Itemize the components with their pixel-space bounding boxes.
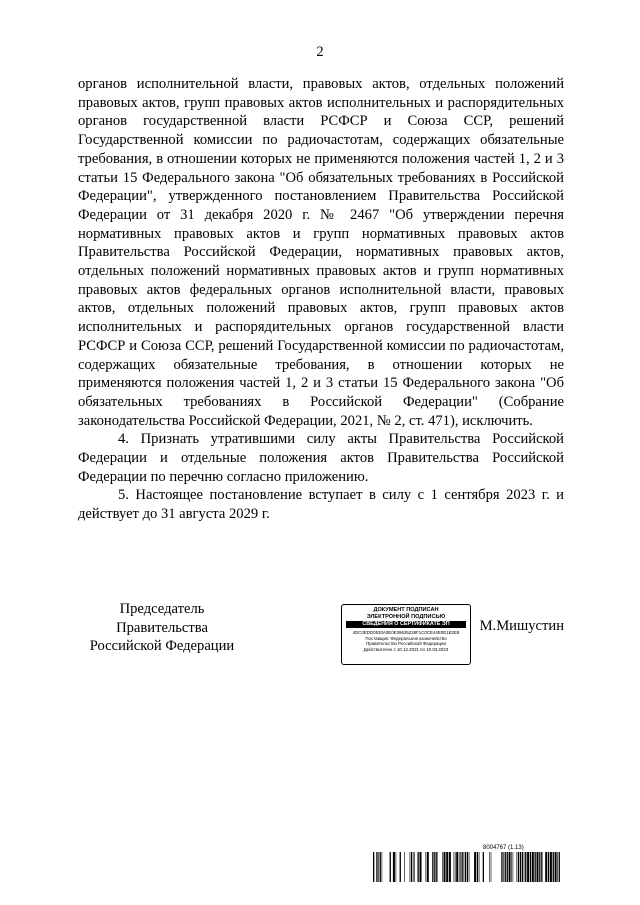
stamp-issuer-line2: Правительство Российской Федерации	[366, 641, 446, 647]
barcode-icon	[373, 852, 560, 882]
paragraph-continuation: органов исполнительной власти, правовых актов, отдельных положений правовых актов, групп правовых актов исполнительных и распорядительных органов государственной власти РСФСР и Союза ССР, решений Государственной комиссии по радиочастотам, содержащих обязательные требования, в отношении которых не применяются положения частей 1, 2 и 3 статьи 15 Федерального закона "Об обязательных требованиях в Российской Федерации", утвержденного постановлением Правительства Российской Федерации от 31 декабря 2020 г. № 2467 "Об утверждении перечня нормативных правовых актов и групп нормативных правовых актов Правительства Российской Федерации, нормативных правовых актов, отдельных положений нормативных правовых актов и групп нормативных правовых актов федеральных органов исполнительной власти, правовых актов, отдельных положений правовых актов, групп правовых актов исполнительных и распорядительных органов государственной власти РСФСР и Союза ССР, решений Государственной комиссии по радиочастотам, содержащих обязательные требования, в отношении которых не применяются положения частей 1, 2 и 3 статьи 15 Федерального закона "Об обязательных требованиях в Российской Федерации" (Собрание законодательства Российской Федерации, 2021, № 2, ст. 471), исключить.	[78, 76, 564, 429]
signer-position-line1: Председатель Правительства	[116, 601, 208, 636]
barcode-label: 8004767 (1.13)	[483, 845, 524, 851]
stamp-title-line1: ДОКУМЕНТ ПОДПИСАН	[373, 607, 439, 613]
paragraph-item-4: 4. Признать утратившими силу акты Правительства Российской Федерации и отдельные положения актов Правительства Российской Федерации по перечню согласно приложению.	[78, 431, 564, 485]
paragraph-item-5: 5. Настоящее постановление вступает в силу с 1 сентября 2023 г. и действует до 31 августа 2029 г.	[78, 487, 564, 523]
page-number: 2	[316, 44, 324, 60]
stamp-serial: 4DC0EDD0530A0E0E39635228F1C0CE44E0E1E2E8	[352, 630, 460, 636]
signer-position	[78, 600, 246, 656]
stamp-title-line2: ЭЛЕКТРОННОЙ ПОДПИСЬЮ	[366, 613, 446, 620]
stamp-validity: Действителен с 10.12.2021 по 10.03.2023	[363, 646, 449, 652]
electronic-signature-stamp	[341, 604, 471, 665]
stamp-issuer-line1: Поставщик: Федеральное казначейство	[365, 635, 447, 641]
signer-position-line2: Российской Федерации	[89, 638, 235, 655]
signer-name: М.Мишустин	[479, 618, 564, 634]
document-body	[78, 75, 564, 524]
stamp-header: СВЕДЕНИЯ О СЕРТИФИКАТЕ ЭП	[346, 621, 466, 628]
